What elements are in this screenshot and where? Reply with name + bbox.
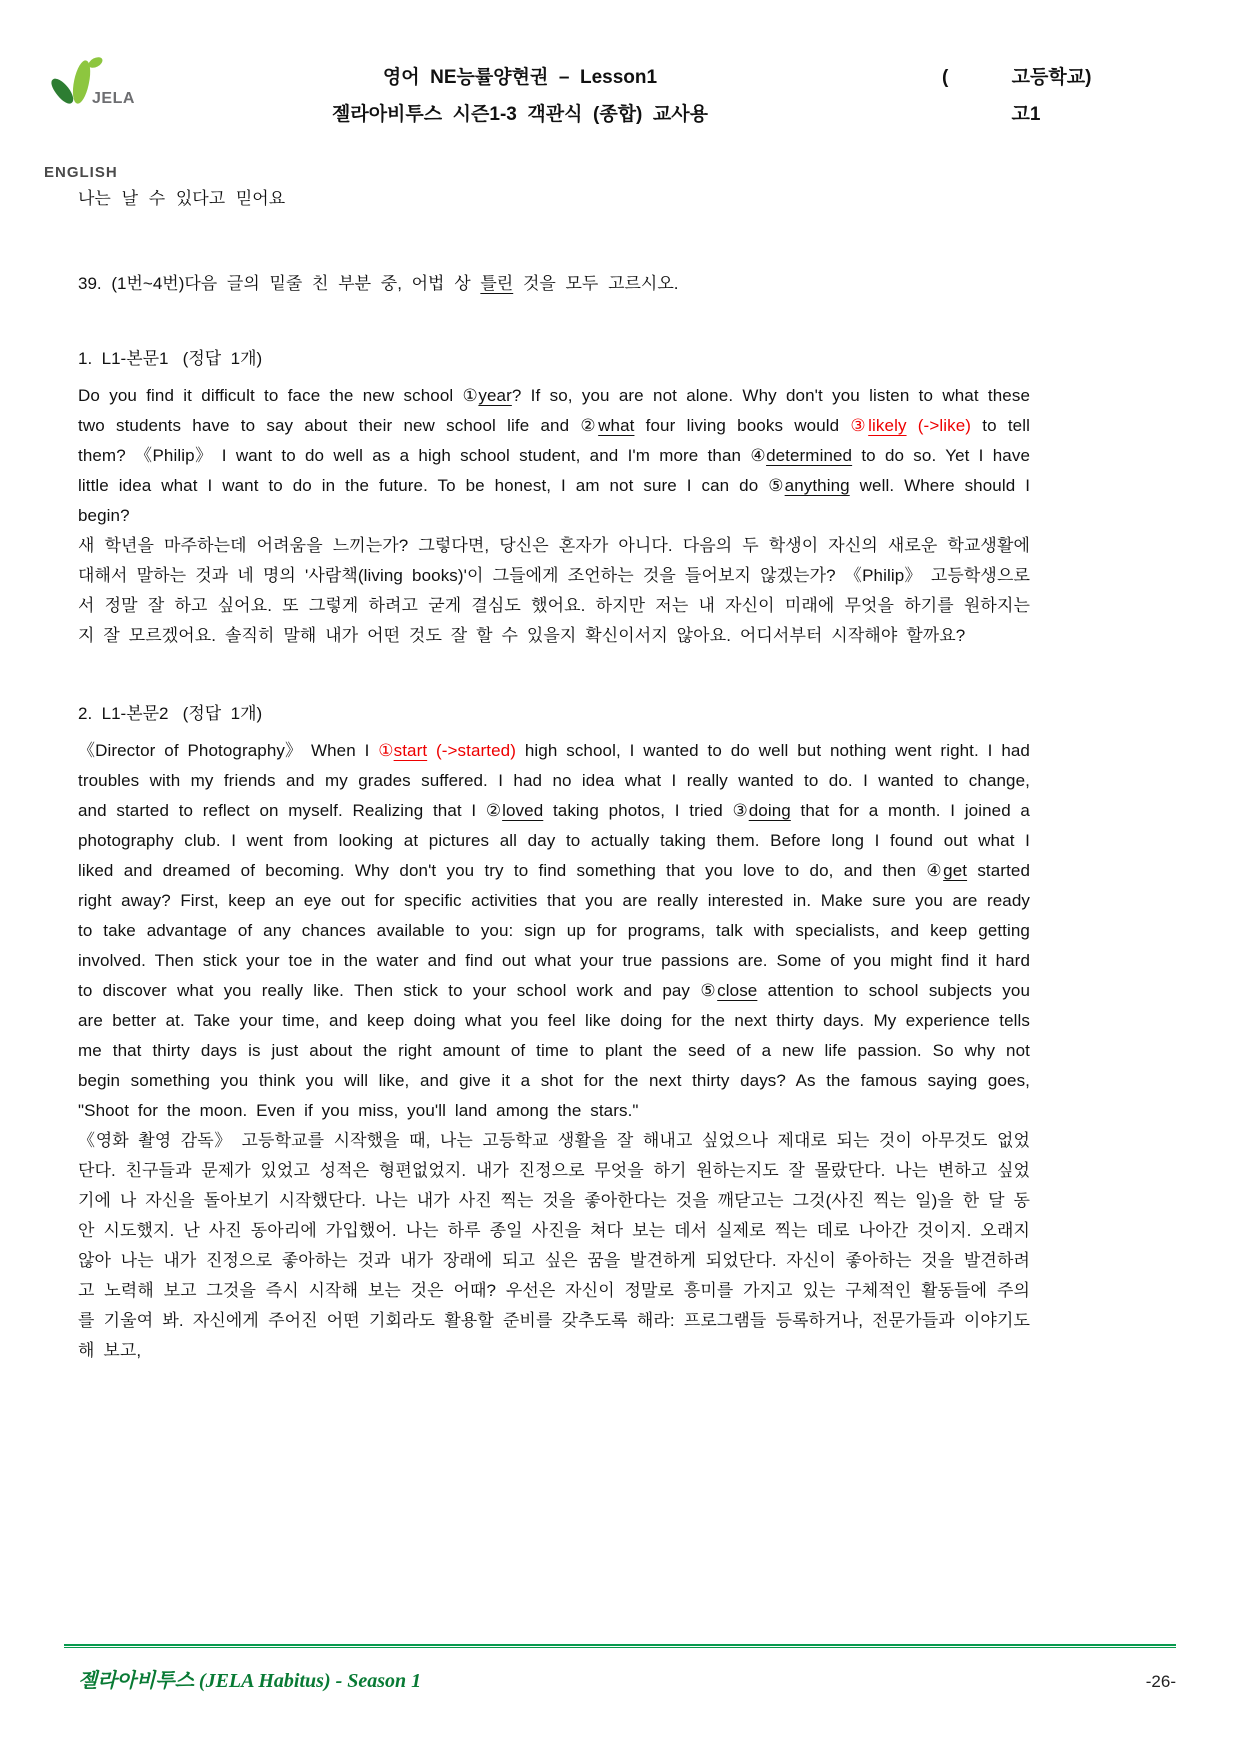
page-footer: [64, 1644, 1176, 1693]
footer-series-title: 젤라아비투스 (JELA Habitus) - Season 1: [78, 1670, 422, 1692]
grade-label: 고1: [1011, 104, 1041, 125]
intro-line: 나는 날 수 있다고 믿어요: [78, 189, 286, 208]
page-number: -26-: [1145, 1672, 1176, 1691]
section-2-heading: 2. L1-본문2 (정답 1개): [78, 704, 263, 723]
logo-brand-jela: JELA: [92, 90, 135, 107]
section-2-english-paragraph: 《Director of Photography》 When I ①start (->started) high school, I wanted to do well but nothing went right. I had troubles with my friends and my grades suffered. I had no idea what I really wanted to do. I wanted to change, and started to reflect on myself. Realizing that I ②loved taking photos, I tried ③doing that for a month. I joined a photography club. I went from looking at pictures all day to actually taking them. Before long I found out what I liked and dreamed of becoming. Why don't you try to find something that you love to do, and then ④get started right away? First, keep an eye out for specific activities that you are really interested in. Make sure you are ready to take advantage of any chances available to you: sign up for programs, talk with specialists, and keep getting involved. Then stick your toe in the water and find out what your true passions are. Some of you might find it hard to discover what you really like. Then stick to your school work and pay ⑤close attention to school subjects you are better at. Take your time, and keep doing what you feel like doing for the next thirty days. My experience tells me that thirty days is just about the right amount of time to plant the seed of a new life passion. So why not begin something you think you will like, and give it a shot for the next thirty days? As the famous saying goes, "Shoot for the moon. Even if you miss, you'll land among the stars.": [78, 741, 1030, 1120]
section-1-korean-translation: 새 학년을 마주하는데 어려움을 느끼는가? 그렇다면, 당신은 혼자가 아니다. 다음의 두 학생이 자신의 새로운 학교생활에 대해서 말하는 것과 네 명의 '사람책(living books)'이 그들에게 조언하는 것을 들어보지 않겠는가? 《Philip》 고등학생으로서 정말 잘 하고 싶어요. 또 그렇게 하려고 굳게 결심도 했어요. 하지만 저는 내 자신이 미래에 무엇을 하기를 원하지는 지 잘 모르겠어요. 솔직히 말해 내가 어떤 것도 잘 할 수 있을지 확신이서지 않아요. 어디서부터 시작해야 할까요?: [78, 536, 1030, 645]
section-1-heading: 1. L1-본문1 (정답 1개): [78, 349, 263, 368]
section-passage-1: [78, 344, 1030, 651]
logo-brand-english: ENGLISH: [44, 164, 118, 181]
question-39: 39. (1번~4번)다음 글의 밑줄 친 부분 중, 어법 상 틀린 것을 모두 고르시오.: [78, 274, 679, 293]
school-name-blank: ( 고등학교): [942, 67, 1092, 88]
page-header: [0, 56, 1240, 181]
footer-text-row: [64, 1664, 1176, 1693]
doc-title-block: [240, 62, 800, 126]
footer-divider-rule: [64, 1644, 1176, 1648]
section-passage-2: [78, 699, 1030, 1366]
header-right-block: [942, 62, 1110, 126]
content-area: [78, 184, 1030, 1366]
doc-title-line1: 영어 NE능률양현권 – Lesson1: [382, 67, 658, 88]
section-1-english-paragraph: Do you find it difficult to face the new school ①year? If so, you are not alone. Why don't you listen to what these two students have to say about their new school life and ②what four living books would ③likely (->like) to tell them? 《Philip》 I want to do well as a high school student, and I'm more than ④determined to do so. Yet I have little idea what I want to do in the future. To be honest, I am not sure I can do ⑤anything well. Where should I begin?: [78, 386, 1031, 525]
jela-logo: [42, 58, 162, 181]
section-2-korean-translation: 《영화 촬영 감독》 고등학교를 시작했을 때, 나는 고등학교 생활을 잘 해내고 싶었으나 제대로 되는 것이 아무것도 없었단다. 친구들과 문제가 있었고 성적은 형편없었지. 내가 진정으로 무엇을 하기 원하는지도 잘 몰랐단다. 나는 변하고 싶었기에 나 자신을 돌아보기 시작했단다. 나는 내가 사진 찍는 것을 좋아한다는 것을 깨닫고는 그것(사진 찍는 일)을 한 달 동안 시도했지. 난 사진 동아리에 가입했어. 나는 하루 종일 사진을 쳐다 보는 데서 실제로 찍는 데로 나아간 것이지. 오래지 않아 나는 내가 진정으로 좋아하는 것과 내가 장래에 되고 싶은 꿈을 발견하게 되었단다. 자신이 좋아하는 것을 발견하려고 노력해 보고 그것을 즉시 시작해 보는 것은 어때? 우선은 자신이 정말로 흥미를 가지고 있는 구체적인 활동들에 주의를 기울여 봐. 자신에게 주어진 어떤 기회라도 활용할 준비를 갖추도록 해라: 프로그램들 등록하거나, 전문가들과 이야기도 해 보고,: [78, 1131, 1031, 1360]
jela-v-leaf-icon: [48, 58, 135, 110]
doc-title-line2: 젤라아비투스 시즌1-3 객관식 (종합) 교사용: [331, 104, 708, 125]
